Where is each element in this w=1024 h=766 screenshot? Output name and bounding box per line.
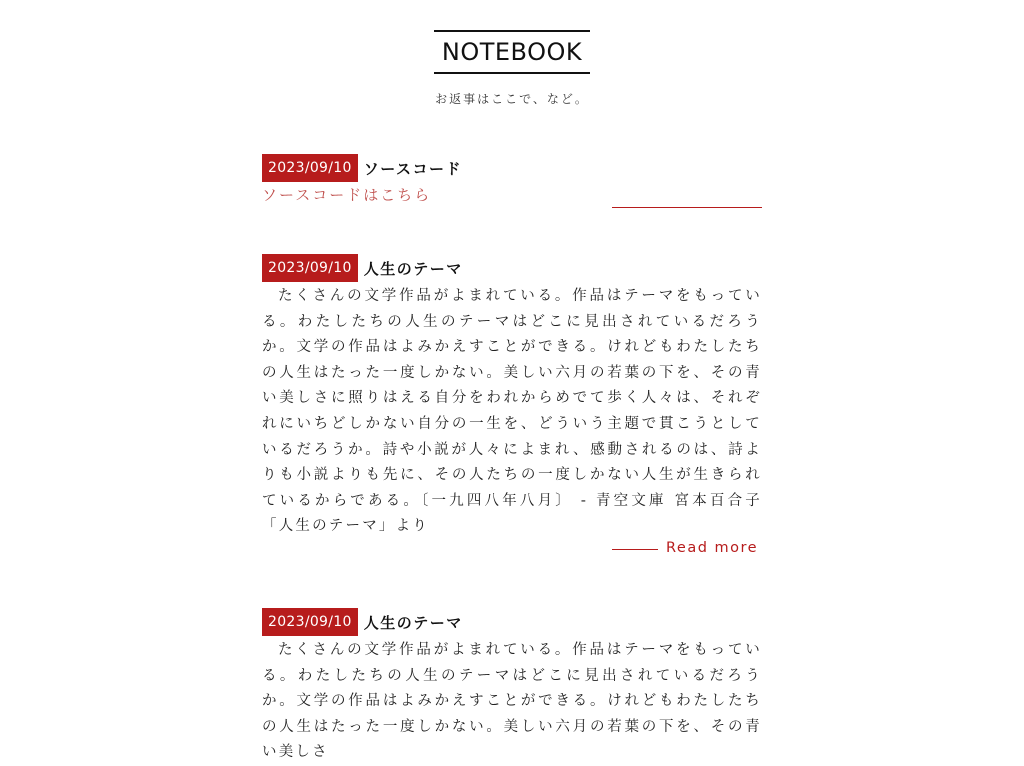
post-date-badge: 2023/09/10 <box>262 608 358 636</box>
post-header <box>262 254 762 282</box>
read-more-link[interactable]: Read more <box>666 540 759 556</box>
post-item <box>262 608 762 766</box>
post-title-link[interactable]: 人生のテーマ <box>363 613 463 632</box>
source-code-link[interactable]: ソースコードはこちら <box>262 186 432 204</box>
post-title-link[interactable]: 人生のテーマ <box>363 259 463 278</box>
post-header <box>262 154 762 182</box>
post-excerpt: たくさんの文学作品がよまれている。作品はテーマをもっている。わたしたちの人生のテーマはどこに見出されているだろうか。文学の作品はよみかえすことができる。けれどもわたしたちの人生はたった一度しかない。美しい六月の若葉の下を、その青い美しさ <box>262 642 762 761</box>
site-logo[interactable]: NOTEBOOK <box>434 30 590 74</box>
post-excerpt: たくさんの文学作品がよまれている。作品はテーマをもっている。わたしたちの人生のテーマはどこに見出されているだろうか。文学の作品はよみかえすことができる。けれどもわたしたちの人生はたった一度しかない。美しい六月の若葉の下を、その青い美しさに照りはえる自分をわれからめでて歩く人々は、それぞれにいちどしかない自分の一生を、どういう主題で貫こうとしているだろうか。詩や小説が人々によまれ、感動されるのは、詩よりも小説よりも先に、その人たちの一度しかない人生が生きられているからである。〔一九四八年八月〕 - 青空文庫 宮本百合子「人生のテーマ」より <box>262 288 762 535</box>
read-more-rule <box>612 549 658 550</box>
post-date-badge: 2023/09/10 <box>262 254 358 282</box>
post-date-badge: 2023/09/10 <box>262 154 358 182</box>
site-tagline: お返事はここで、など。 <box>435 92 589 106</box>
post-item <box>262 254 762 540</box>
post-title-link[interactable]: ソースコード <box>363 159 462 178</box>
post-divider <box>612 207 762 208</box>
post-header <box>262 608 762 636</box>
post-item <box>262 154 762 205</box>
